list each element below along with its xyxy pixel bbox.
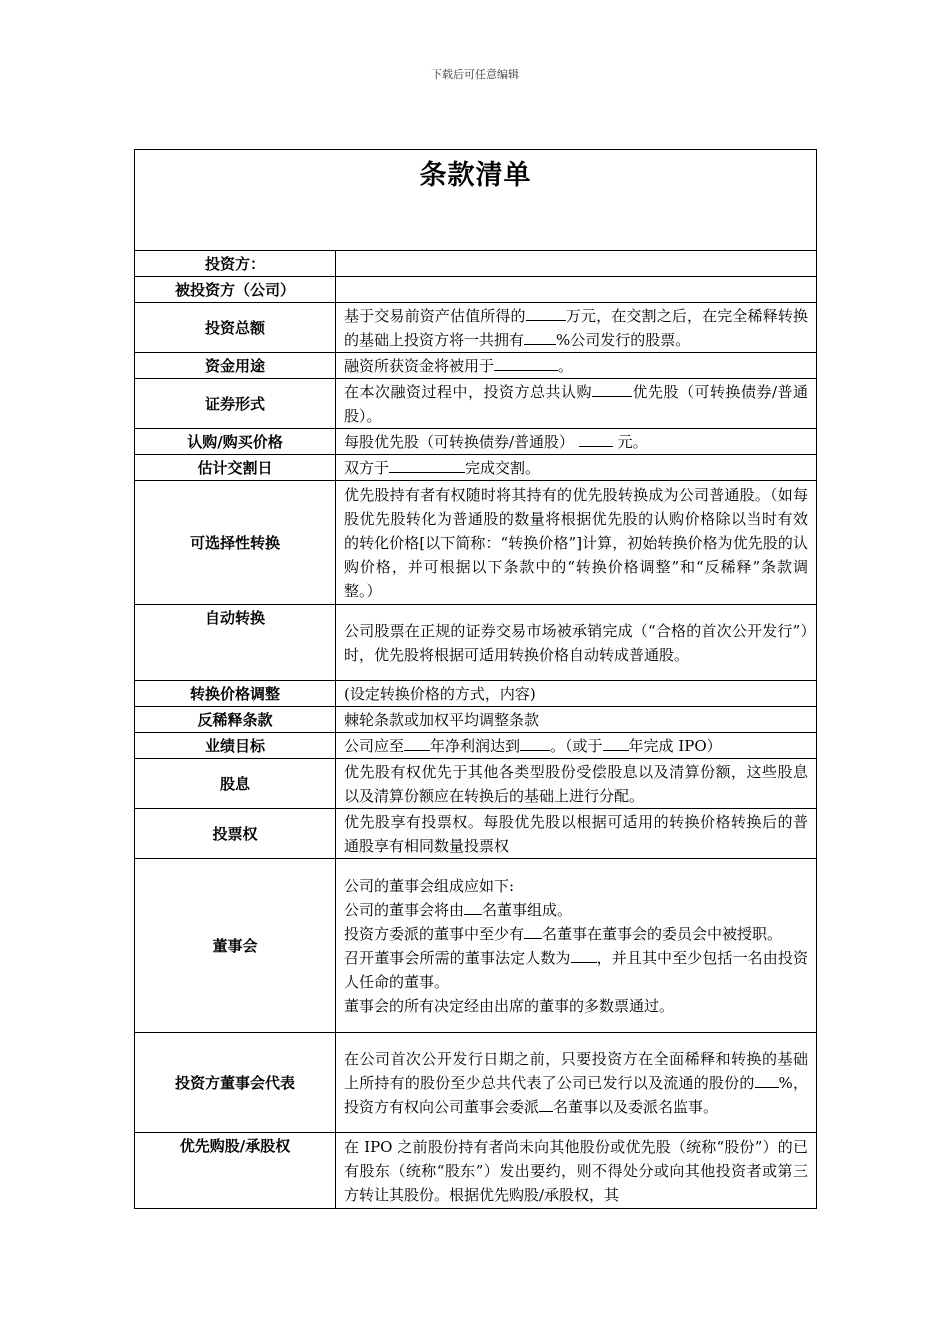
row-label-price-adjustment: 转换价格调整 [135,681,336,707]
table-row [135,1133,817,1209]
table-row [135,481,817,605]
row-label-board: 董事会 [135,859,336,1033]
row-label-automatic-conversion: 自动转换 [135,605,336,681]
row-label-voting-rights: 投票权 [135,809,336,859]
board-paragraph: 公司的董事会将由 名董事组成。 [344,898,808,922]
row-label-performance-target: 业绩目标 [135,733,336,759]
row-content-anti-dilution: 棘轮条款或加权平均调整条款 [336,707,817,733]
table-row [135,303,817,353]
row-label-closing-date: 估计交割日 [135,455,336,481]
row-content-dividends: 优先股有权优先于其他各类型股份受偿股息以及清算份额，这些股息以及清算份额应在转换后的基础上进行分配。 [336,759,817,809]
table-row [135,429,817,455]
row-content-automatic-conversion: 公司股票在正规的证券交易市场被承销完成（“合格的首次公开发行”）时，优先股将根据可适用转换价格自动转成普通股。 [336,605,817,681]
table-row [135,379,817,429]
row-content-optional-conversion: 优先股持有者有权随时将其持有的优先股转换成为公司普通股。（如每股优先股转化为普通股的数量将根据优先股的认购价格除以当时有效的转化价格[以下简称：“转换价格”]计算，初始转换价格为优先股的认购价格，并可根据以下条款中的“转换价格调整”和“反稀释”条款调整。） [336,481,817,605]
row-content-preemptive-rights: 在 IPO 之前股份持有者尚未向其他股份或优先股（统称“股份”）的已有股东（统称“股东”）发出要约，则不得处分或向其他投资者或第三方转让其股份。根据优先购股/承股权，其 [336,1133,817,1209]
row-label-investment-amount: 投资总额 [135,303,336,353]
row-content-investment-amount: 基于交易前资产估值所得的 万元，在交割之后，在完全稀释转换的基础上投资方将一共拥有 %公司发行的股票。 [336,303,817,353]
table-row [135,681,817,707]
table-row [135,707,817,733]
table-row [135,859,817,1033]
table-row [135,1033,817,1133]
row-content-investor [336,251,817,277]
table-row [135,733,817,759]
row-content-price: 每股优先股（可转换债券/普通股） 元。 [336,429,817,455]
table-row [135,353,817,379]
board-paragraph: 投资方委派的董事中至少有 名董事在董事会的委员会中被授职。 [344,922,808,946]
table-row [135,455,817,481]
table-row [135,809,817,859]
table-row [135,605,817,681]
title-cell [135,150,817,251]
row-content-board [336,859,817,1033]
row-content-voting-rights: 优先股享有投票权。每股优先股以根据可适用的转换价格转换后的普通股享有相同数量投票权 [336,809,817,859]
board-paragraph: 公司的董事会组成应如下: [344,876,515,895]
row-content-security-type: 在本次融资过程中，投资方总共认购 优先股（可转换债券/普通股）。 [336,379,817,429]
document-title: 条款清单 [419,160,532,191]
row-content-performance-target: 公司应至 年净利润达到 。（或于 年完成 IPO） [336,733,817,759]
row-content-company [336,277,817,303]
row-label-anti-dilution: 反稀释条款 [135,707,336,733]
title-row [135,150,817,251]
row-content-investor-board-rep: 在公司首次公开发行日期之前，只要投资方在全面稀释和转换的基础上所持有的股份至少总共代表了公司已发行以及流通的股份的 %，投资方有权向公司董事会委派 名董事以及委派名监事。 [336,1033,817,1133]
table-row [135,251,817,277]
row-label-preemptive-rights: 优先购股/承股权 [135,1133,336,1209]
row-label-company: 被投资方（公司） [135,277,336,303]
row-content-closing-date: 双方于 完成交割。 [336,455,817,481]
page-header-note: 下载后可任意编辑 [431,68,519,81]
board-paragraph: 召开董事会所需的董事法定人数为 ，并且其中至少包括一名由投资人任命的董事。 [344,946,808,994]
row-label-optional-conversion: 可选择性转换 [135,481,336,605]
row-label-investor-board-rep: 投资方董事会代表 [135,1033,336,1133]
row-label-price: 认购/购买价格 [135,429,336,455]
row-label-use-of-funds: 资金用途 [135,353,336,379]
row-label-dividends: 股息 [135,759,336,809]
table-row [135,277,817,303]
row-label-investor: 投资方： [135,251,336,277]
table-row [135,759,817,809]
term-sheet-table [134,149,817,1209]
board-paragraph: 董事会的所有决定经由出席的董事的多数票通过。 [344,996,675,1015]
row-content-use-of-funds: 融资所获资金将被用于 。 [336,353,817,379]
row-content-price-adjustment: (设定转换价格的方式，内容) [336,681,817,707]
row-label-security-type: 证券形式 [135,379,336,429]
